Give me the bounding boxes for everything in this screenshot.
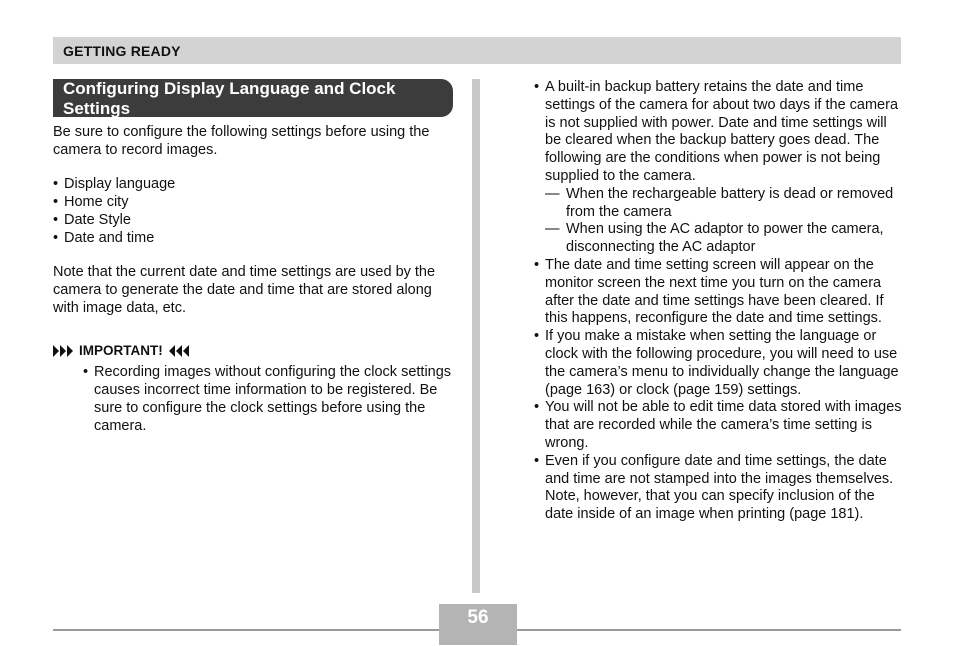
list-item: • If you make a mistake when setting the language or clock with the following procedure, you will need to use the camera’s menu to individually change the language (page 163) or clock (page 159) settings.: [534, 328, 899, 398]
header-bar: [53, 37, 901, 64]
intro-paragraph: Be sure to configure the following settings before using the camera to record images.: [53, 124, 430, 158]
settings-list: [53, 175, 453, 247]
sub-item: — When using the AC adaptor to power the camera, disconnecting the AC adaptor: [545, 221, 884, 256]
list-item: • Display language: [53, 176, 176, 192]
header-title: GETTING READY: [63, 43, 181, 59]
important-list: [83, 363, 453, 435]
list-item: • A built-in backup battery retains the date and time settings of the camera for about two days if the camera is not supplied with power. Date and time settings will be cleared when the backup battery goes dead. The following are the conditions when power is not being supplied to the camera. — When the rechargeable battery is dead or removed from the camera — When using the AC adaptor to power the camera, disconnecting the AC adaptor: [534, 79, 906, 257]
list-item: • Recording images without configuring the clock settings causes incorrect time information to be registered. Be sure to configure the clock settings before using the camera.: [83, 364, 452, 434]
list-item: • You will not be able to edit time data stored with images that are recorded while the camera’s time setting is wrong.: [534, 399, 902, 451]
page-number: 56: [467, 607, 489, 628]
right-column: [534, 79, 906, 524]
arrows-right-icon: [53, 345, 73, 357]
section-heading: Configuring Display Language and Clock Settings: [53, 79, 453, 117]
page-number-box: [439, 604, 517, 645]
list-item: • Even if you configure date and time settings, the date and time are not stamped into the images themselves. Note, however, that you can specify inclusion of the date inside of an image when printing (page 181).: [534, 452, 894, 523]
important-header: [53, 343, 453, 358]
note-paragraph: Note that the current date and time settings are used by the camera to generate the date and time that are stored along with image data, etc.: [53, 264, 436, 316]
list-item: • Date and time: [53, 230, 155, 246]
sub-item: — When the rechargeable battery is dead or removed from the camera: [545, 185, 894, 220]
arrows-left-icon: [169, 345, 189, 357]
important-label: IMPORTANT!: [79, 343, 163, 358]
column-divider: [472, 79, 480, 593]
left-column: [53, 79, 453, 435]
list-item: • Date Style: [53, 212, 131, 228]
list-item: • The date and time setting screen will appear on the monitor screen the next time you turn on the camera after the date and time settings have been cleared. If this happens, reconfigure the date and time settings.: [534, 256, 884, 327]
list-item: • Home city: [53, 194, 129, 210]
